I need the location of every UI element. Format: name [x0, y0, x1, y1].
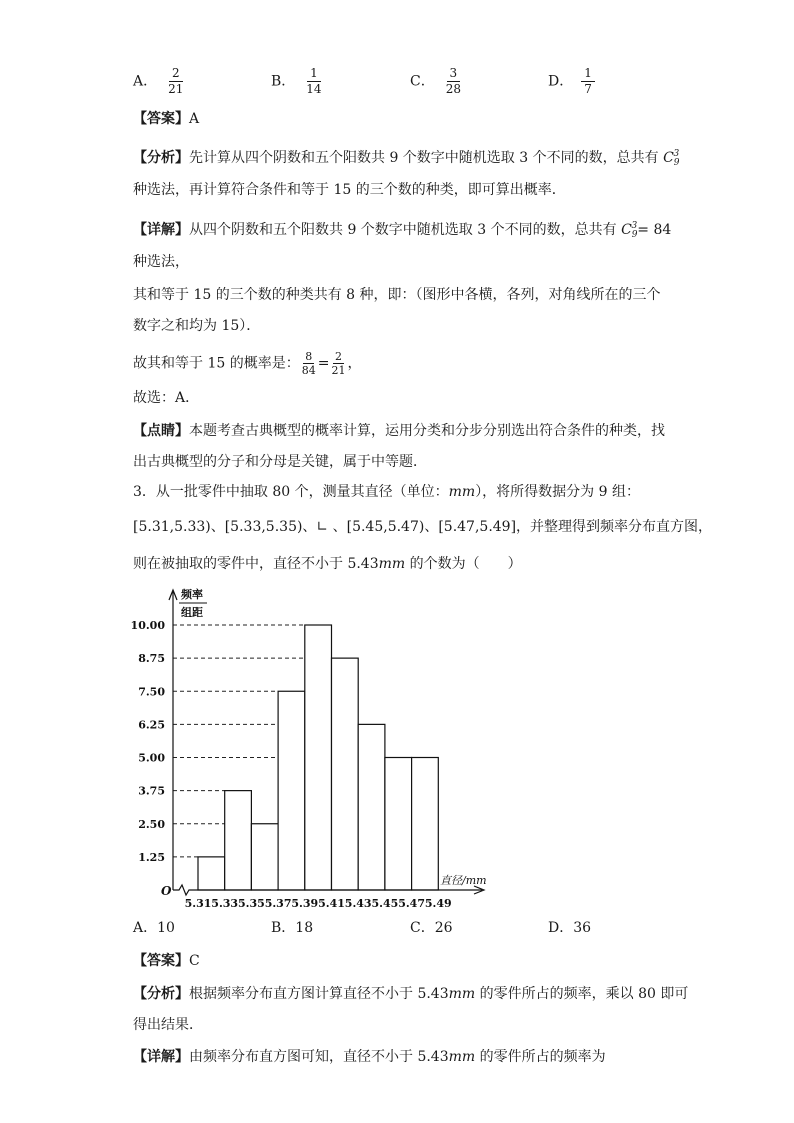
histogram-bar — [385, 758, 412, 891]
x-tick-label: 5.49 — [424, 897, 452, 910]
y-axis-label-top: 频率 — [181, 588, 203, 601]
x-tick-label: 5.47 — [398, 897, 425, 910]
q2-option-c-fraction: $\frac{3}{28}$ — [445, 66, 461, 96]
y-tick-label: 7.50 — [138, 685, 165, 699]
origin-label: O — [161, 884, 172, 898]
q2-analysis-line-1: 【分析】先计算从四个阴数和五个阳数共 9 个数字中随机选取 3 个不同的数，总共有 $C_9^3$ — [133, 149, 680, 168]
q3-stem-line-1: 3．从一批零件中抽取 80 个，测量其直径（单位：mm），将所得数据分为 9 组： — [133, 484, 640, 500]
q3-option-a[interactable]: A．10 — [133, 920, 175, 936]
q2-choose: 故选：A． — [133, 390, 200, 406]
q2-option-a-fraction: $\frac{2}{21}$ — [168, 66, 184, 96]
q3-analysis-line-2: 得出结果． — [133, 1017, 203, 1033]
q2-comment-line-1: 【点睛】本题考查古典概型的概率计算，运用分类和分步分别选出符合条件的种类，找 — [133, 423, 665, 439]
q2-option-d[interactable]: D． $\frac{1}{7}$ — [548, 66, 595, 97]
histogram-bar — [198, 857, 225, 890]
histogram-bars — [198, 625, 438, 890]
q2-option-d-fraction: $\frac{1}{7}$ — [581, 66, 595, 97]
fraction-8-84: $\frac{8}{84}$ — [301, 350, 316, 377]
histogram-bar — [305, 625, 332, 890]
y-tick-label: 5.00 — [138, 751, 165, 765]
histogram-bar — [358, 724, 385, 890]
histogram-bar — [251, 824, 278, 890]
y-tick-label: 3.75 — [138, 784, 165, 798]
q2-detail-line-5: 故其和等于 15 的概率是： $\frac{8}{84}$ = $\frac{2}{21}$ ， — [133, 350, 362, 377]
histogram-bar — [332, 658, 359, 890]
q2-comment-line-2: 出古典概型的分子和分母是关键，属于中等题． — [133, 454, 427, 470]
q3-analysis-line-1: 【分析】根据频率分布直方图计算直径不小于 5.43mm 的零件所占的频率，乘以 80 即可 — [133, 986, 689, 1002]
q3-option-d[interactable]: D．36 — [548, 920, 592, 936]
x-axis-label: 直径/mm — [440, 874, 487, 887]
x-tick-label: 5.33 — [211, 897, 239, 910]
y-tick-label: 10.00 — [130, 619, 165, 632]
frequency-histogram — [120, 580, 510, 912]
q3-detail-line-1: 【详解】由频率分布直方图可知，直径不小于 5.43mm 的零件所占的频率为 — [133, 1049, 606, 1065]
x-tick-label: 5.31 — [184, 897, 212, 910]
q2-detail-line-4: 数字之和均为 15）． — [133, 318, 261, 334]
x-tick-label: 5.39 — [291, 897, 319, 910]
combination-symbol: $C_9^3$ — [621, 221, 638, 240]
x-tick-label: 5.45 — [371, 897, 399, 910]
histogram-bar — [278, 691, 305, 890]
y-tick-label: 1.25 — [138, 850, 165, 864]
q3-stem-line-2: [5.31,5.33)、[5.33,5.35)、∟ 、[5.45,5.47)、[5.47,5.49]，并整理得到频率分布直方图， — [133, 519, 713, 535]
x-tick-label: 5.35 — [238, 897, 265, 910]
q2-option-a[interactable]: A． $\frac{2}{21}$ — [133, 66, 186, 97]
q2-detail-line-1: 【详解】从四个阴数和五个阳数共 9 个数字中随机选取 3 个不同的数，总共有 $C_9^3= 84$ — [133, 221, 672, 240]
q2-answer: 【答案】A — [133, 111, 200, 127]
combination-symbol: $C_9^3$ — [663, 149, 680, 168]
q2-detail-line-3: 其和等于 15 的三个数的种类共有 8 种，即：（图形中各横，各列，对角线所在的三个 — [133, 287, 661, 303]
q3-option-c[interactable]: C．26 — [410, 920, 453, 936]
fraction-2-21: $\frac{2}{21}$ — [331, 350, 346, 377]
q2-analysis-line-2: 种选法，再计算符合条件和等于 15 的三个数的种类，即可算出概率． — [133, 182, 566, 198]
q3-option-b[interactable]: B．18 — [271, 920, 314, 936]
axis-break-icon — [173, 885, 198, 895]
y-tick-label: 8.75 — [138, 652, 165, 666]
q2-detail-line-2: 种选法， — [133, 254, 189, 270]
q2-option-b[interactable]: B． $\frac{1}{14}$ — [271, 66, 325, 97]
y-tick-label: 2.50 — [138, 817, 165, 831]
y-axis-label-bottom: 组距 — [181, 606, 203, 619]
q3-answer: 【答案】C — [133, 953, 200, 969]
x-tick-label: 5.37 — [264, 897, 292, 910]
histogram-bar — [412, 758, 439, 891]
histogram-bar — [225, 791, 252, 890]
y-tick-label: 6.25 — [138, 718, 165, 732]
q3-stem-line-3: 则在被抽取的零件中，直径不小于 5.43mm 的个数为（ ） — [133, 556, 522, 572]
x-tick-label: 5.41 — [318, 897, 345, 910]
x-tick-label: 5.43 — [344, 897, 372, 910]
q2-option-b-fraction: $\frac{1}{14}$ — [306, 66, 322, 96]
q2-option-c[interactable]: C． $\frac{3}{28}$ — [410, 66, 464, 97]
